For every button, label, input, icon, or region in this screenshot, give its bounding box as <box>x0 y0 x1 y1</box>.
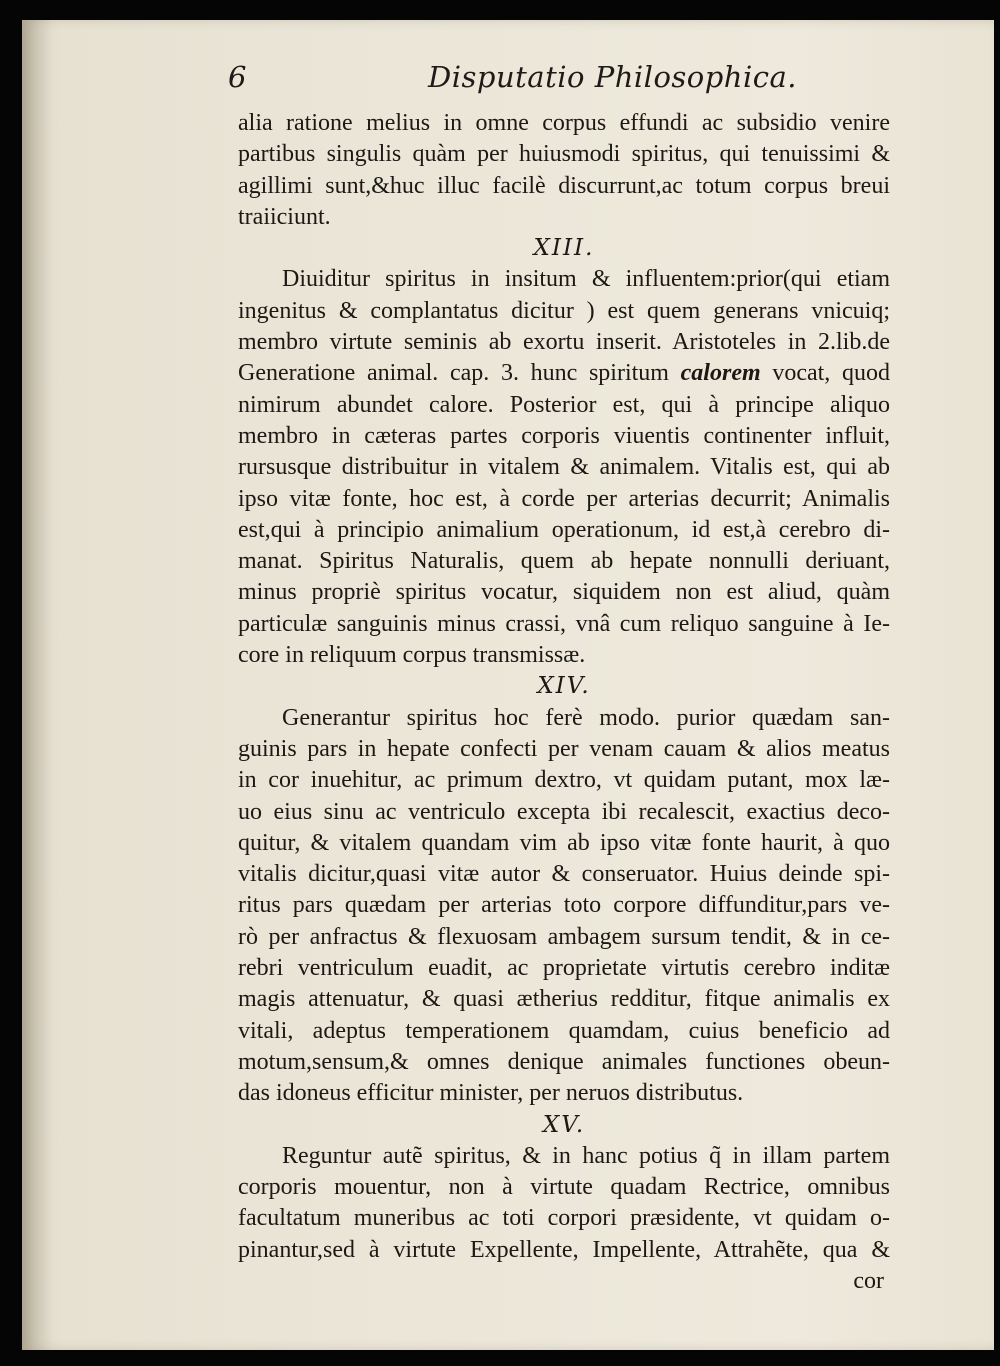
page-header <box>208 56 898 100</box>
text-line: nimirum abundet calore. Posterior est, qui à principe aliquo <box>238 391 890 418</box>
text-line: Generantur spiritus hoc ferè modo. purior quædam san- <box>282 704 890 731</box>
text-fragment: vocat, quod <box>772 360 890 387</box>
text-line: est,qui à principio animalium operationum, id est,à cerebro di- <box>238 516 890 543</box>
text-line: membro in cæteras partes corporis viuentis continenter influit, <box>238 422 890 449</box>
text-line: guinis pars in hepate confecti per venam cauam & alios meatus <box>238 735 890 762</box>
paragraph-12-tail <box>238 108 890 233</box>
section-numeral-15: XV. <box>542 1111 586 1138</box>
paragraph-14 <box>238 703 890 1110</box>
text-line: uo eius sinu ac ventriculo excepta ibi recalescit, exactius deco- <box>238 798 890 825</box>
text-line: in cor inuehitur, ac primum dextro, vt quidam putant, mox læ- <box>238 767 890 794</box>
text-line: Diuiditur spiritus in insitum & influentem:prior(qui etiam <box>282 266 890 293</box>
running-title: Disputatio Philosophica. <box>428 60 798 94</box>
text-line: facultatum muneribus ac toti corpori præsidente, vt quidam o- <box>238 1205 890 1232</box>
text-line: rursusque distribuitur in vitalem & animalem. Vitalis est, qui ab <box>238 454 890 481</box>
text-line: rò per anfractus & flexuosam ambagem sursum tendit, & in ce- <box>238 923 890 950</box>
paragraph-15 <box>238 1141 890 1266</box>
text-line: motum,sensum,& omnes denique animales functiones obeun- <box>238 1048 890 1075</box>
text-line: vitali, adeptus temperationem quamdam, cuius beneficio ad <box>238 1017 890 1044</box>
text-line: vitalis dicitur,quasi vitæ autor & conseruator. Huius deinde spi- <box>238 861 890 888</box>
text-line: das idoneus efficitur minister, per neruos distributus. <box>238 1080 744 1107</box>
text-line: rebri ventriculum euadit, ac proprietate virtutis cerebro inditæ <box>238 955 890 982</box>
paragraph-13 <box>238 264 890 671</box>
text-line: quitur, & vitalem quandam vim ab ipso vitæ fonte haurit, à quo <box>238 829 890 856</box>
page-number: 6 <box>228 60 247 94</box>
text-line: traiiciunt. <box>238 203 331 230</box>
catchword: cor <box>853 1267 884 1294</box>
text-line: core in reliquum corpus transmissæ. <box>238 642 586 669</box>
text-line: manat. Spiritus Naturalis, quem ab hepate nonnulli deriuant, <box>238 548 890 575</box>
italic-term: calorem <box>680 360 761 387</box>
text-line <box>238 358 890 389</box>
text-line: ritus pars quædam per arterias toto corpore diffunditur,pars ve- <box>238 892 890 919</box>
text-line: partibus singulis quàm per huiusmodi spiritus, qui tenuissimi & <box>238 141 890 168</box>
text-line: membro virtute seminis ab exortu inserit. Aristoteles in 2.lib.de <box>238 329 890 356</box>
text-line: minus propriè spiritus vocatur, siquidem non est aliud, quàm <box>238 579 890 606</box>
text-line: pinantur,sed à virtute Expellente, Impellente, Attrahẽte, qua & <box>238 1236 890 1263</box>
text-line: ipso vitæ fonte, hoc est, à corde per arterias decurrit; Animalis <box>238 485 890 512</box>
text-line: agillimi sunt,&huc illuc facilè discurrunt,ac totum corpus breui <box>238 172 890 199</box>
text-line: magis attenuatur, & quasi ætherius redditur, fitque animalis ex <box>238 986 890 1013</box>
text-line: corporis mouentur, non à virtute quadam Rectrice, omnibus <box>238 1174 890 1201</box>
text-line: particulæ sanguinis minus crassi, vnâ cum reliquo sanguine à Ie- <box>238 610 890 637</box>
section-numeral-13: XIII. <box>533 235 595 262</box>
text-line: Reguntur autẽ spiritus, & in hanc potius q̃ in illam partem <box>282 1142 890 1169</box>
text-line: ingenitus & complantatus dicitur ) est quem generans vnicuiq; <box>238 297 890 324</box>
section-numeral-14: XIV. <box>537 673 591 700</box>
text-line: alia ratione melius in omne corpus effundi ac subsidio venire <box>238 110 890 136</box>
text-block <box>238 108 890 1297</box>
text-fragment: Generatione animal. cap. 3. hunc spiritum <box>238 360 669 387</box>
